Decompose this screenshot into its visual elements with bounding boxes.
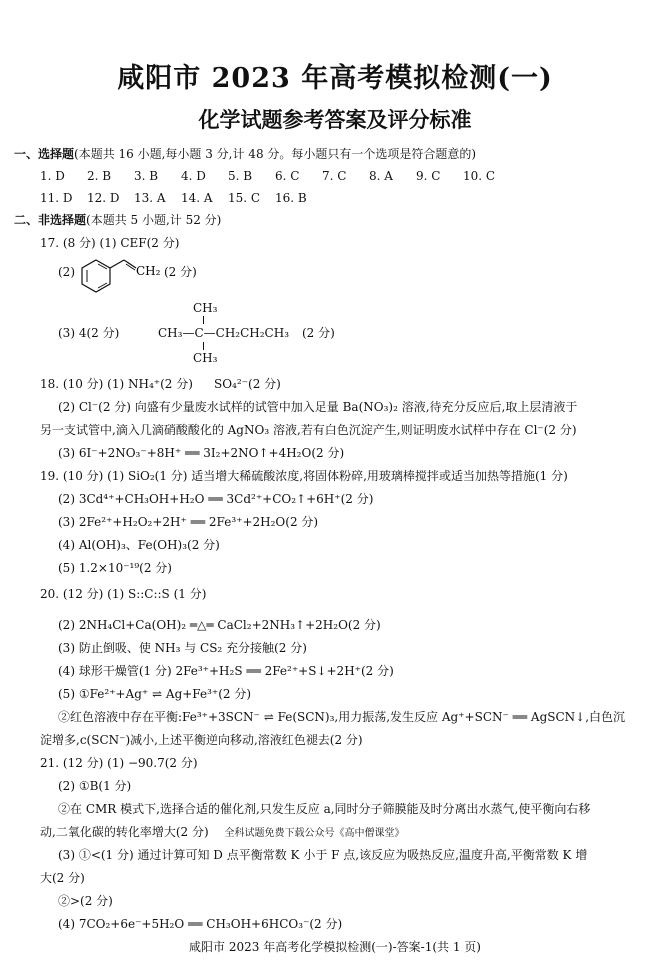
- vinyl-bond: [110, 260, 124, 268]
- q21-line-1: 21. (12 分) (1) −90.7(2 分): [40, 756, 198, 770]
- part1-header: [14, 146, 476, 162]
- alkane-chain: CH₃—C—CH₂CH₂CH₃: [158, 326, 290, 340]
- part2-note: (本题共 5 小题,计 52 分): [86, 213, 222, 227]
- benzene-ring: [82, 260, 110, 292]
- answer: 8. A: [369, 169, 393, 183]
- page-subtitle: 化学试题参考答案及评分标准: [198, 108, 472, 132]
- promo-note: 全科试题免费下载公众号《高中僧课堂》: [224, 828, 405, 839]
- methyl-top: CH₃: [193, 301, 218, 315]
- bond-down: [203, 342, 204, 350]
- part1-note: (本题共 16 小题,每小题 3 分,计 48 分。每小题只有一个选项是符合题意的): [74, 147, 477, 161]
- q17-line-2-label: (2): [58, 265, 75, 279]
- answer: 2. B: [87, 169, 112, 183]
- part2-header: [14, 212, 221, 228]
- q19-line-1: 19. (10 分) (1) SiO₂(1 分) 适当增大稀硫酸浓度,将固体粉碎,用玻璃棒搅拌或适当加热等措施(1 分): [40, 469, 568, 483]
- answer: 7. C: [322, 169, 347, 183]
- q17-line-1: 17. (8 分) (1) CEF(2 分): [40, 236, 180, 250]
- answer: 3. B: [134, 169, 159, 183]
- q20-line-5: (5) ①Fe²⁺+Ag⁺ ⇌ Ag+Fe³⁺(2 分): [58, 687, 252, 701]
- q18-line-1b: SO₄²⁻(2 分): [214, 377, 281, 391]
- q19-line-4: (4) Al(OH)₃、Fe(OH)₃(2 分): [58, 538, 220, 552]
- q21-line-4: [40, 824, 404, 842]
- answer: 13. A: [134, 191, 166, 205]
- q18-line-3: 另一支试管中,滴入几滴硝酸酸化的 AgNO₃ 溶液,若有白色沉淀产生,则证明废水试样中存在 Cl⁻(2 分): [40, 423, 577, 437]
- answer: 6. C: [275, 169, 300, 183]
- q20-line-6: ②红色溶液中存在平衡:Fe³⁺+3SCN⁻ ⇌ Fe(SCN)₃,用力振荡,发生反应 Ag⁺+SCN⁻ ══ AgSCN↓,白色沉: [58, 710, 626, 724]
- q18-line-1a: 18. (10 分) (1) NH₄⁺(2 分): [40, 377, 193, 391]
- q18-line-2: (2) Cl⁻(2 分) 向盛有少量废水试样的试管中加入足量 Ba(NO₃)₂ 溶液,待充分反应后,取上层清液于: [58, 400, 578, 414]
- q17-line-2-score: (2 分): [164, 265, 197, 279]
- answers-row-2: [40, 190, 322, 206]
- q19-line-2: (2) 3Cd⁴⁺+CH₃OH+H₂O ══ 3Cd²⁺+CO₂↑+6H⁺(2 分): [58, 492, 374, 506]
- answer: 5. B: [228, 169, 253, 183]
- ring-double-bond: [98, 283, 107, 288]
- q21-line-8: (4) 7CO₂+6e⁻+5H₂O ══ CH₃OH+6HCO₃⁻(2 分): [58, 917, 343, 931]
- part1-heading: 一、选择题: [14, 147, 75, 161]
- answer: 12. D: [87, 191, 120, 205]
- answer: 14. A: [181, 191, 213, 205]
- answer: 16. B: [275, 191, 307, 205]
- q21-line-5: (3) ①<(1 分) 通过计算可知 D 点平衡常数 K 小于 F 点,该反应为吸热反应,温度升高,平衡常数 K 增: [58, 848, 588, 862]
- q20-line-3: (3) 防止倒吸、使 NH₃ 与 CS₂ 充分接触(2 分): [58, 641, 307, 655]
- answer: 10. C: [463, 169, 496, 183]
- styrene-structure: [74, 250, 174, 298]
- page-title: 咸阳市 2023 年高考模拟检测(一): [117, 63, 553, 94]
- methyl-bottom: CH₃: [193, 351, 218, 365]
- q21-line-4-text: 动,二氧化碳的转化率增大(2 分): [40, 825, 209, 839]
- q19-line-5: (5) 1.2×10⁻¹⁹(2 分): [58, 561, 172, 575]
- answer: 11. D: [40, 191, 73, 205]
- ring-double-bond: [98, 264, 107, 269]
- q20-line-1: 20. (12 分) (1) S::C::S (1 分): [40, 587, 207, 601]
- q21-line-6: 大(2 分): [40, 871, 85, 885]
- page-footer: 咸阳市 2023 年高考化学模拟检测(一)-答案-1(共 1 页): [189, 940, 481, 954]
- bond-up: [203, 316, 204, 324]
- q20-line-7: 淀增多,c(SCN⁻)减小,上述平衡逆向移动,溶液红色褪去(2 分): [40, 733, 363, 747]
- q17-line-3: (3) 4(2 分): [58, 326, 120, 340]
- q21-line-2: (2) ①B(1 分): [58, 779, 132, 793]
- q18-line-4: (3) 6I⁻+2NO₃⁻+8H⁺ ══ 3I₂+2NO↑+4H₂O(2 分): [58, 446, 345, 460]
- answer: 1. D: [40, 169, 65, 183]
- vinyl-ch2: CH₂: [136, 264, 161, 278]
- answer: 4. D: [181, 169, 206, 183]
- q21-line-3: ②在 CMR 模式下,选择合适的催化剂,只发生反应 a,同时分子筛膜能及时分离出水蒸气,使平衡向右移: [58, 802, 591, 816]
- q19-line-3: (3) 2Fe²⁺+H₂O₂+2H⁺ ══ 2Fe³⁺+2H₂O(2 分): [58, 515, 319, 529]
- q20-line-4: (4) 球形干燥管(1 分) 2Fe³⁺+H₂S ══ 2Fe²⁺+S↓+2H⁺(2 分): [58, 664, 394, 678]
- answer: 9. C: [416, 169, 441, 183]
- q20-line-2: (2) 2NH₄Cl+Ca(OH)₂ ═△═ CaCl₂+2NH₃↑+2H₂O(2 分): [58, 618, 381, 632]
- answers-row-1: [40, 168, 510, 184]
- answer: 15. C: [228, 191, 261, 205]
- q21-line-7: ②>(2 分): [58, 894, 113, 908]
- q17-line-3-score: (2 分): [302, 326, 335, 340]
- part2-heading: 二、非选择题: [14, 213, 87, 227]
